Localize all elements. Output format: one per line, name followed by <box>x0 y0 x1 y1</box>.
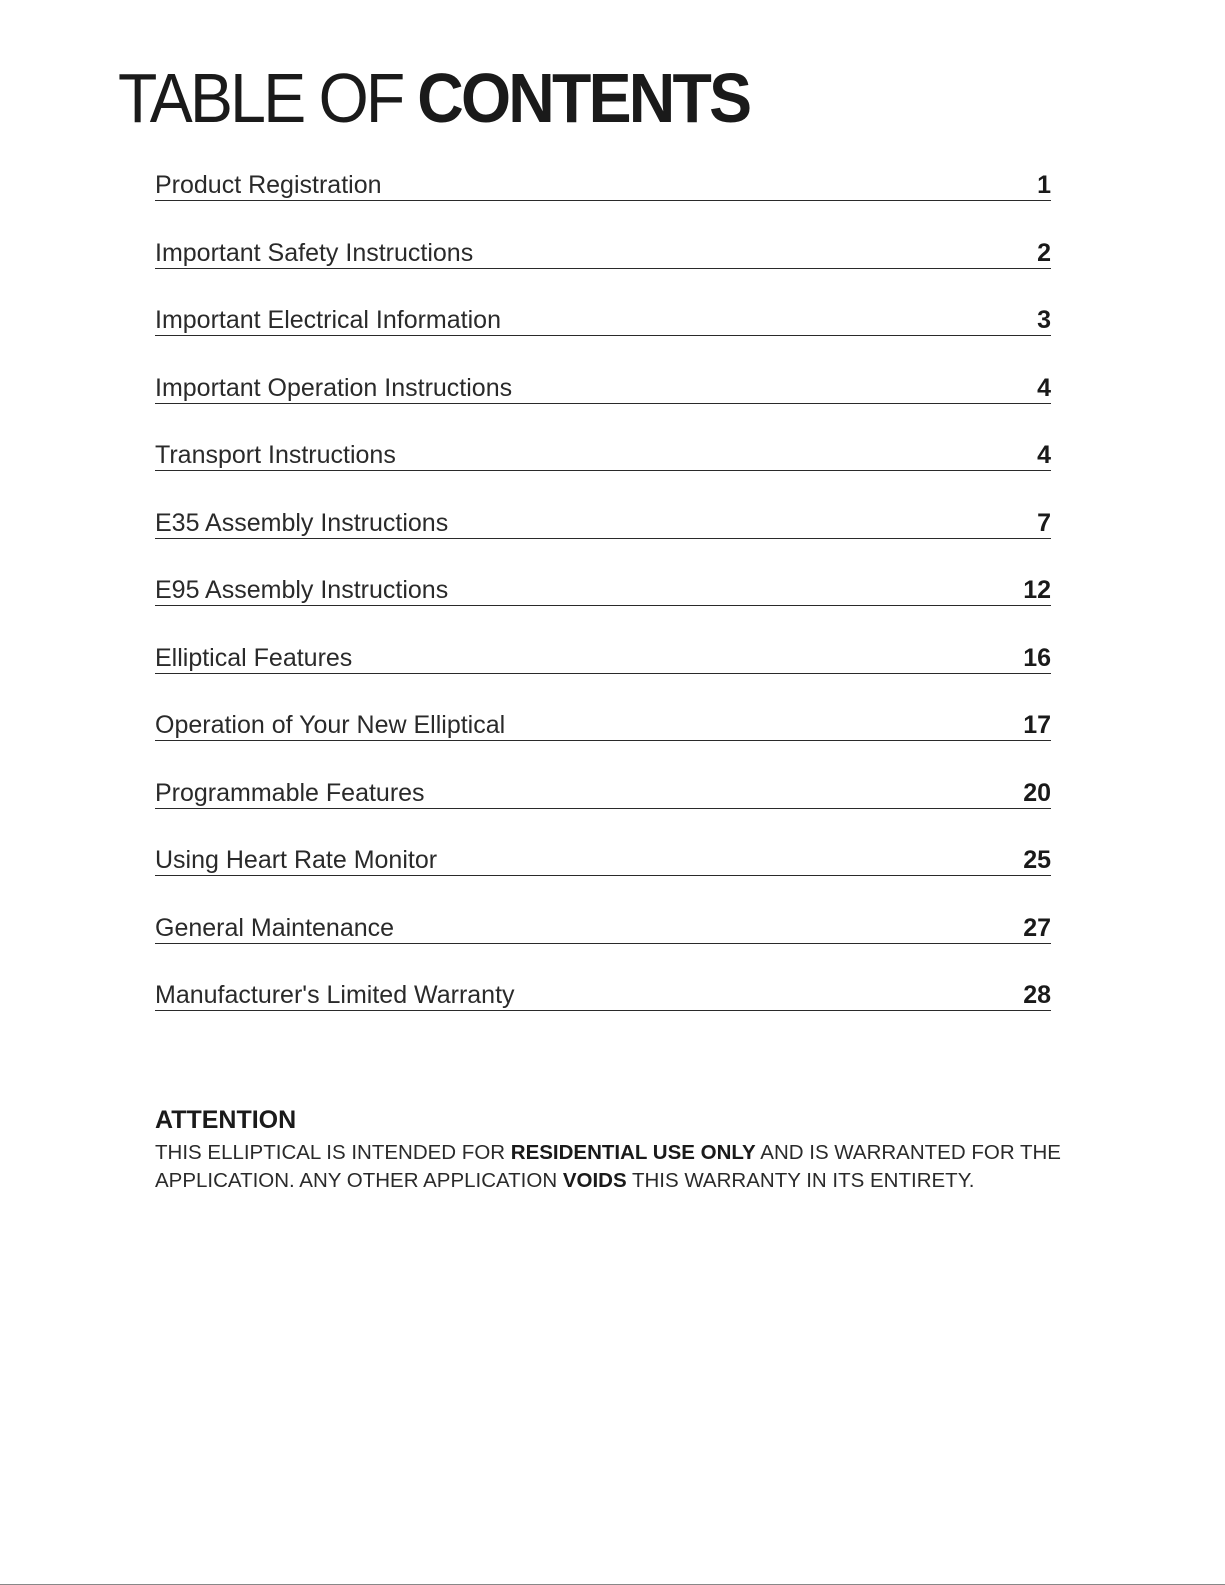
toc-entry-limited-warranty[interactable] <box>155 978 1051 1011</box>
toc-entry-title: Manufacturer's Limited Warranty <box>155 981 515 1009</box>
toc-entry-e95-assembly[interactable] <box>155 573 1051 606</box>
toc-entry-page: 17 <box>1023 711 1051 739</box>
toc-entry-title: Using Heart Rate Monitor <box>155 846 438 874</box>
toc-entry-safety-instructions[interactable] <box>155 236 1051 269</box>
toc-entry-page: 16 <box>1023 643 1051 672</box>
toc-entry-elliptical-features[interactable] <box>155 641 1051 674</box>
attention-heading: ATTENTION <box>155 1106 297 1134</box>
toc-entry-programmable-features[interactable] <box>155 776 1051 809</box>
toc-entry-page: 27 <box>1023 913 1051 942</box>
toc-entry-title: Programmable Features <box>155 778 425 807</box>
toc-entry-title: Elliptical Features <box>155 643 353 672</box>
toc-entry-product-registration[interactable] <box>155 168 1051 201</box>
toc-entry-operation-new-elliptical[interactable] <box>155 708 1051 741</box>
toc-entry-page: 1 <box>1037 171 1051 199</box>
toc-entry-page: 4 <box>1037 441 1051 469</box>
toc-entry-heart-rate-monitor[interactable] <box>155 843 1051 876</box>
toc-entry-transport-instructions[interactable] <box>155 438 1051 471</box>
toc-entry-page: 28 <box>1023 981 1051 1009</box>
attention-text-segment: THIS ELLIPTICAL IS INTENDED FOR <box>155 1141 511 1164</box>
toc-entry-title: Important Safety Instructions <box>155 238 474 267</box>
toc-entry-title: Product Registration <box>155 171 382 199</box>
toc-entry-title: Operation of Your New Elliptical <box>155 711 506 739</box>
attention-notice <box>155 1103 1061 1195</box>
voids-emphasis: VOIDS <box>562 1169 627 1192</box>
toc-entry-title: Important Operation Instructions <box>155 373 513 402</box>
toc-entry-page: 7 <box>1037 508 1051 537</box>
attention-text-segment: THIS WARRANTY IN ITS ENTIRETY. <box>626 1169 975 1192</box>
toc-entry-title: E35 Assembly Instructions <box>155 508 449 537</box>
toc-entry-page: 20 <box>1023 778 1051 807</box>
toc-entry-e35-assembly[interactable] <box>155 506 1051 539</box>
toc-entry-operation-instructions[interactable] <box>155 371 1051 404</box>
attention-text <box>155 1139 1061 1195</box>
attention-text-segment: APPLICATION. ANY OTHER APPLICATION <box>155 1169 563 1192</box>
page-title <box>118 58 749 138</box>
toc-entry-page: 12 <box>1023 576 1051 604</box>
residential-use-only-emphasis: RESIDENTIAL USE ONLY <box>510 1141 756 1164</box>
toc-entry-page: 2 <box>1037 238 1051 267</box>
page-title-bold: CONTENTS <box>417 59 750 137</box>
toc-entry-title: Transport Instructions <box>155 441 396 469</box>
toc-entry-title: Important Electrical Information <box>155 306 501 334</box>
toc-entry-electrical-information[interactable] <box>155 303 1051 336</box>
toc-entry-page: 25 <box>1023 846 1051 874</box>
toc-entry-page: 4 <box>1037 373 1051 402</box>
toc-entry-general-maintenance[interactable] <box>155 911 1051 944</box>
toc-entry-title: General Maintenance <box>155 913 395 942</box>
toc-entry-page: 3 <box>1037 306 1051 334</box>
table-of-contents <box>155 168 1051 1046</box>
toc-entry-title: E95 Assembly Instructions <box>155 576 449 604</box>
attention-text-segment: AND IS WARRANTED FOR THE <box>755 1141 1061 1164</box>
page-title-light: TABLE OF <box>118 59 403 137</box>
